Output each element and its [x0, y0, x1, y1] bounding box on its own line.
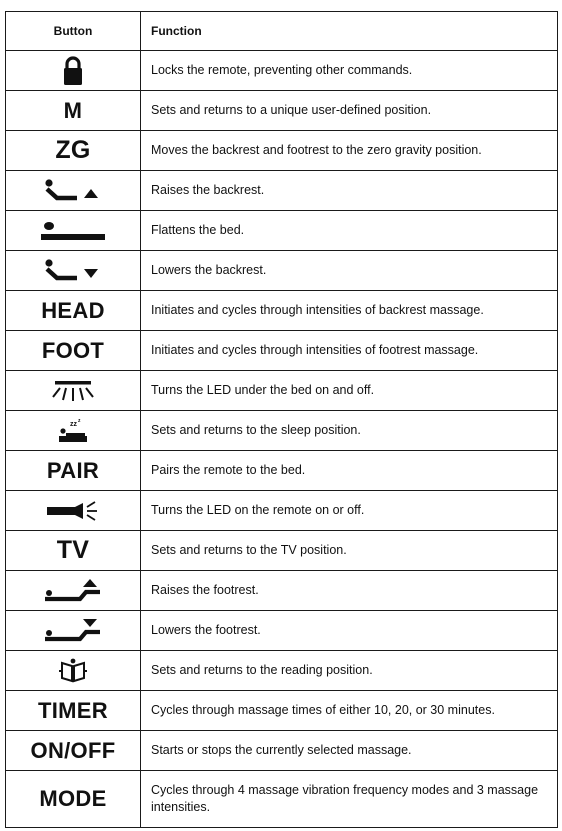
table-row	[6, 331, 558, 371]
lock-icon	[6, 56, 140, 86]
function-cell: Initiates and cycles through intensities of backrest massage.	[141, 291, 558, 331]
table-row	[6, 731, 558, 771]
function-cell: Sets and returns to the sleep position.	[141, 411, 558, 451]
button-cell	[6, 91, 141, 131]
button-cell	[6, 211, 141, 251]
button-cell	[6, 251, 141, 291]
button-cell	[6, 531, 141, 571]
function-cell: Cycles through massage times of either 10, 20, or 30 minutes.	[141, 691, 558, 731]
button-cell	[6, 171, 141, 211]
button-cell	[6, 611, 141, 651]
sleep-position-icon	[6, 417, 140, 445]
footrest-lower-icon	[6, 617, 140, 645]
function-cell: Cycles through 4 massage vibration frequency modes and 3 massage intensities.	[141, 771, 558, 828]
function-cell: Flattens the bed.	[141, 211, 558, 251]
function-cell: Starts or stops the currently selected massage.	[141, 731, 558, 771]
button-cell	[6, 571, 141, 611]
table-row	[6, 491, 558, 531]
button-column-header: Button	[6, 12, 141, 51]
function-cell: Raises the backrest.	[141, 171, 558, 211]
button-label-m: M	[63, 97, 83, 123]
table-row	[6, 651, 558, 691]
function-cell: Lowers the footrest.	[141, 611, 558, 651]
table-row	[6, 211, 558, 251]
button-label-head: HEAD	[41, 297, 105, 323]
function-cell: Turns the LED under the bed on and off.	[141, 371, 558, 411]
button-cell	[6, 331, 141, 371]
function-cell: Locks the remote, preventing other commands.	[141, 51, 558, 91]
function-cell: Sets and returns to a unique user-defined position.	[141, 91, 558, 131]
function-cell: Turns the LED on the remote on or off.	[141, 491, 558, 531]
table-row	[6, 171, 558, 211]
button-cell	[6, 131, 141, 171]
button-label-tv: TV	[56, 536, 90, 564]
button-function-table	[5, 11, 558, 828]
table-header-row	[6, 12, 558, 51]
function-cell: Initiates and cycles through intensities of footrest massage.	[141, 331, 558, 371]
button-cell	[6, 411, 141, 451]
function-cell: Pairs the remote to the bed.	[141, 451, 558, 491]
button-label-timer: TIMER	[38, 697, 108, 723]
button-label-zg: ZG	[55, 136, 91, 164]
button-label-on-off: ON/OFF	[30, 737, 116, 763]
table-row	[6, 771, 558, 828]
flat-bed-icon	[6, 218, 140, 244]
button-cell	[6, 51, 141, 91]
table-row	[6, 531, 558, 571]
table-row	[6, 291, 558, 331]
table-row	[6, 611, 558, 651]
button-cell	[6, 651, 141, 691]
table-row	[6, 51, 558, 91]
table-row	[6, 691, 558, 731]
flashlight-icon	[6, 498, 140, 524]
function-cell: Raises the footrest.	[141, 571, 558, 611]
table-row	[6, 371, 558, 411]
svg-text:zz: zz	[70, 420, 77, 428]
button-label-pair: PAIR	[46, 457, 100, 483]
button-cell	[6, 691, 141, 731]
button-cell	[6, 731, 141, 771]
button-label-mode: MODE	[39, 786, 107, 811]
table-row	[6, 411, 558, 451]
function-cell: Sets and returns to the reading position.	[141, 651, 558, 691]
button-cell	[6, 371, 141, 411]
button-cell	[6, 451, 141, 491]
table-row	[6, 251, 558, 291]
function-cell: Moves the backrest and footrest to the zero gravity position.	[141, 131, 558, 171]
svg-text:z: z	[78, 417, 81, 424]
underbed-light-icon	[6, 378, 140, 404]
button-cell	[6, 291, 141, 331]
table-row	[6, 571, 558, 611]
button-cell	[6, 491, 141, 531]
reading-position-icon	[6, 657, 140, 685]
function-cell: Lowers the backrest.	[141, 251, 558, 291]
backrest-lower-icon	[6, 258, 140, 284]
table-row	[6, 131, 558, 171]
function-column-header: Function	[141, 12, 558, 51]
table-row	[6, 451, 558, 491]
button-cell	[6, 771, 141, 828]
table-row	[6, 91, 558, 131]
footrest-raise-icon	[6, 577, 140, 605]
function-cell: Sets and returns to the TV position.	[141, 531, 558, 571]
button-label-foot: FOOT	[41, 337, 105, 363]
backrest-raise-icon	[6, 178, 140, 204]
